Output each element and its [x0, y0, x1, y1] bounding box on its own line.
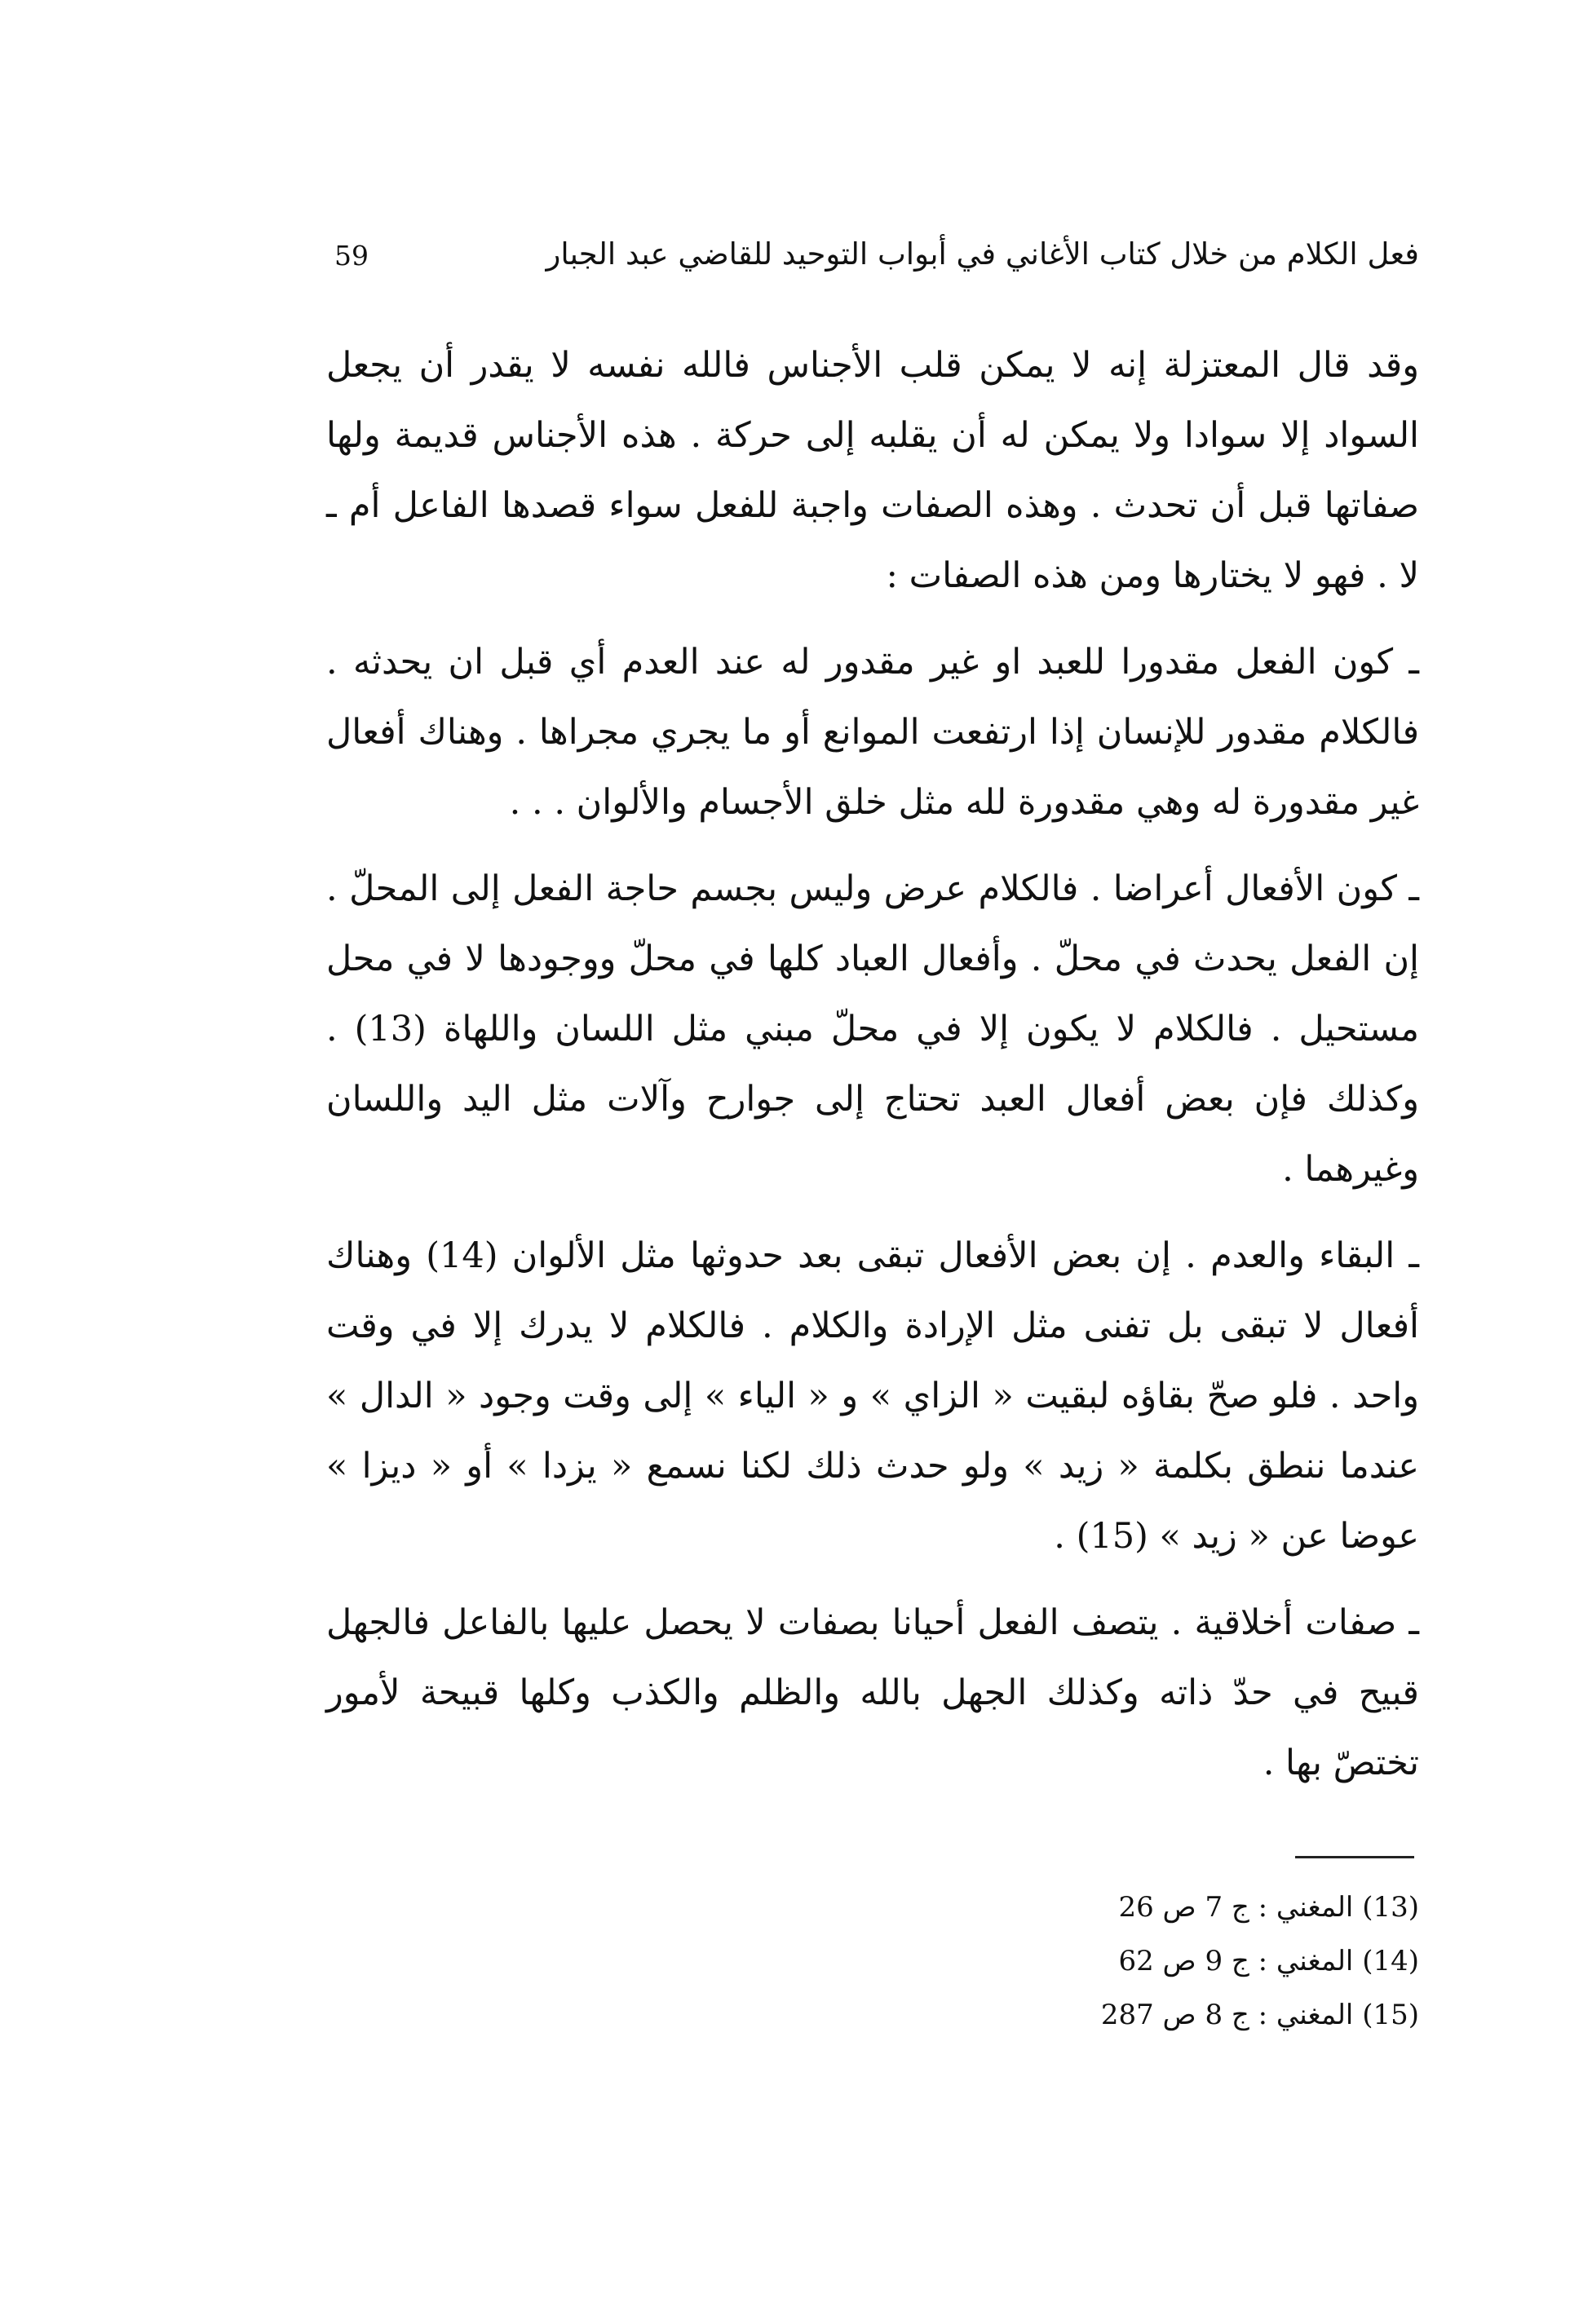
paragraph-ability: ـ كون الفعل مقدورا للعبد او غير مقدور له عند العدم أي قبل ان يحدثه . فالكلام مقدور للإنسان إذا ارتفعت الموانع أو ما يجري مجراها . وهناك أفعال غير مقدورة له وهي مقدورة لله مثل خلق الأجسام والألوان . . . [326, 642, 1419, 823]
running-header-title: فعل الكلام من خلال كتاب الأغاني في أبواب التوحيد للقاضي عبد الجبار [546, 236, 1419, 272]
paragraph-accidents: ـ كون الأفعال أعراضا . فالكلام عرض وليس بجسم حاجة الفعل إلى المحلّ . إن الفعل يحدث في محلّ . وأفعال العباد كلها في محلّ ووجودها لا في محل مستحيل . فالكلام لا يكون إلا في محلّ مبني مثل اللسان واللهاة (13) . وكذلك فإن بعض أفعال العبد تحتاج إلى جوارح وآلات مثل اليد واللسان وغيرهما . [326, 868, 1419, 1190]
footnote-15: (15) المغني : ج 8 ص 287 [1100, 1999, 1419, 2031]
running-header [326, 236, 1419, 285]
body-text [326, 330, 1419, 1814]
paragraph-ethical: ـ صفات أخلاقية . يتصف الفعل أحيانا بصفات لا يحصل عليها بالفاعل فالجهل قبيح في حدّ ذاته وكذلك الجهل بالله والظلم والكذب وكلها قبيحة لأمور تختصّ بها . [326, 1602, 1419, 1783]
footnotes [816, 1880, 1419, 2042]
footnote-divider [1295, 1856, 1414, 1858]
footnote-13: (13) المغني : ج 7 ص 26 [1118, 1891, 1419, 1924]
paragraph-intro: وقد قال المعتزلة إنه لا يمكن قلب الأجناس فالله نفسه لا يقدر أن يجعل السواد إلا سوادا ولا يمكن له أن يقلبه إلى حركة . هذه الأجناس قديمة ولها صفاتها قبل أن تحدث . وهذه الصفات واجبة للفعل سواء قصدها الفاعل أم ـ لا . فهو لا يختارها ومن هذه الصفات : [326, 345, 1419, 596]
page-number: 59 [334, 240, 369, 272]
paragraph-persistence: ـ البقاء والعدم . إن بعض الأفعال تبقى بعد حدوثها مثل الألوان (14) وهناك أفعال لا تبقى بل تفنى مثل الإرادة والكلام . فالكلام لا يدرك إلا في وقت واحد . فلو صحّ بقاؤه لبقيت « الزاي » و « الياء » إلى وقت وجود « الدال » عندما ننطق بكلمة « زيد » ولو حدث ذلك لكنا نسمع « يزدا » أو « ديزا » عوضا عن « زيد » (15) . [326, 1235, 1420, 1557]
footnote-14: (14) المغني : ج 9 ص 62 [1118, 1945, 1419, 1977]
